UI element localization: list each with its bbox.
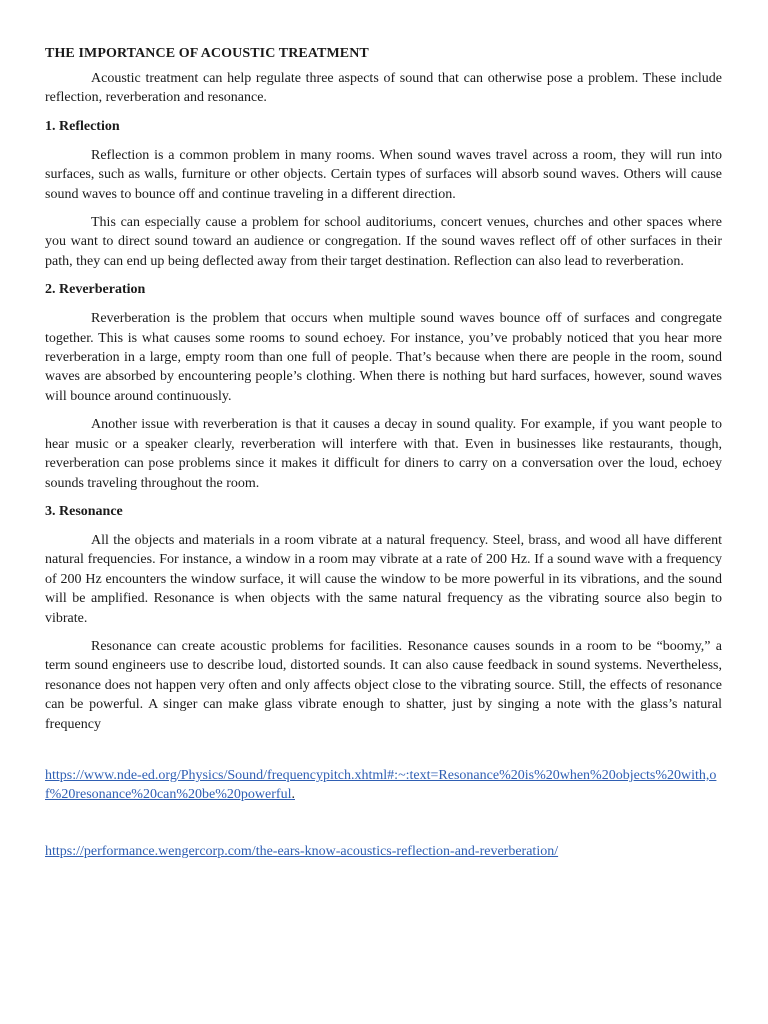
references [45,766,722,861]
reference-url: https://www.nde-ed.org/Physics/Sound/frequencypitch.xhtml#:~:text=Resonance%20is%20when%20objects%20with,of%20resonance%20can%20be%20powerful [45,767,717,803]
reference-link-nde-ed[interactable] [45,766,722,805]
section-heading-resonance: 3. Resonance [45,503,123,519]
section-heading-reflection: 1. Reflection [45,118,120,134]
paragraph: All the objects and materials in a room vibrate at a natural frequency. Steel, brass, and wood all have different natural frequencies. For instance, a window in a room may vibrate at a rate of 200 Hz. If a sound wave with a frequency of 200 Hz encounters the window surface, it will cause the window to be more powerful in its vibrations, and the sound will be amplified. Resonance is when objects with the same natural frequency as the vibrating source also begin to vibrate. [45,532,722,626]
paragraph: This can especially cause a problem for school auditoriums, concert venues, churches and other spaces where you want to direct sound toward an audience or congregation. If the sound waves reflect off of other surfaces in their path, they can end up being deflected away from their target destination. Reflection can also lead to reverberation. [45,215,722,269]
section-reverberation [45,280,722,493]
section-reflection [45,117,722,271]
paragraph: Another issue with reverberation is that it causes a decay in sound quality. For example, if you want people to hear music or a speaker clearly, reverberation will interfere with that. Even in businesses like restaurants, though, reverberation can pose problems since it makes it difficult for diners to carry on a conversation over the loud, echoey sounds traveling throughout the room. [45,417,722,491]
reference-item [45,766,722,805]
paragraph: Resonance can create acoustic problems for facilities. Resonance causes sounds in a room to be “boomy,” a term sound engineers use to describe loud, distorted sounds. It can also cause feedback in sound systems. Nevertheless, resonance does not happen very often and only affects object close to the vibrating source. Still, the effects of resonance can be powerful. A singer can make glass vibrate enough to shatter, just by singing a note with the glass’s natural frequency [45,638,722,732]
paragraph: Reverberation is the problem that occurs when multiple sound waves bounce off of surfaces and congregate together. This is what causes some rooms to sound echoey. For instance, you’ve probably noticed that you hear more reverberation in a large, empty room than one full of people. That’s because when there are people in the room, sound waves are absorbed by encountering people’s clothing. When there is nothing but hard surfaces, however, sound waves will bounce around continuously. [45,311,722,404]
section-heading-reverberation: 2. Reverberation [45,282,146,298]
document-title: THE IMPORTANCE OF ACOUSTIC TREATMENT [45,46,369,61]
reference-item [45,842,722,861]
document-page [45,44,722,861]
section-resonance [45,502,722,734]
reference-url: https://performance.wengercorp.com/the-ears-know-acoustics-reflection-and-reverberation/ [45,843,559,859]
reference-link-wengercorp[interactable] [45,842,722,861]
reference-suffix: . [291,787,295,803]
paragraph: Reflection is a common problem in many rooms. When sound waves travel across a room, they will run into surfaces, such as walls, furniture or other objects. Certain types of surfaces will absorb sound waves. Others will cause sound waves to bounce off and continue traveling in a different direction. [45,147,722,202]
intro-paragraph: Acoustic treatment can help regulate three aspects of sound that can otherwise pose a problem. These include reflection, reverberation and resonance. [45,71,722,106]
